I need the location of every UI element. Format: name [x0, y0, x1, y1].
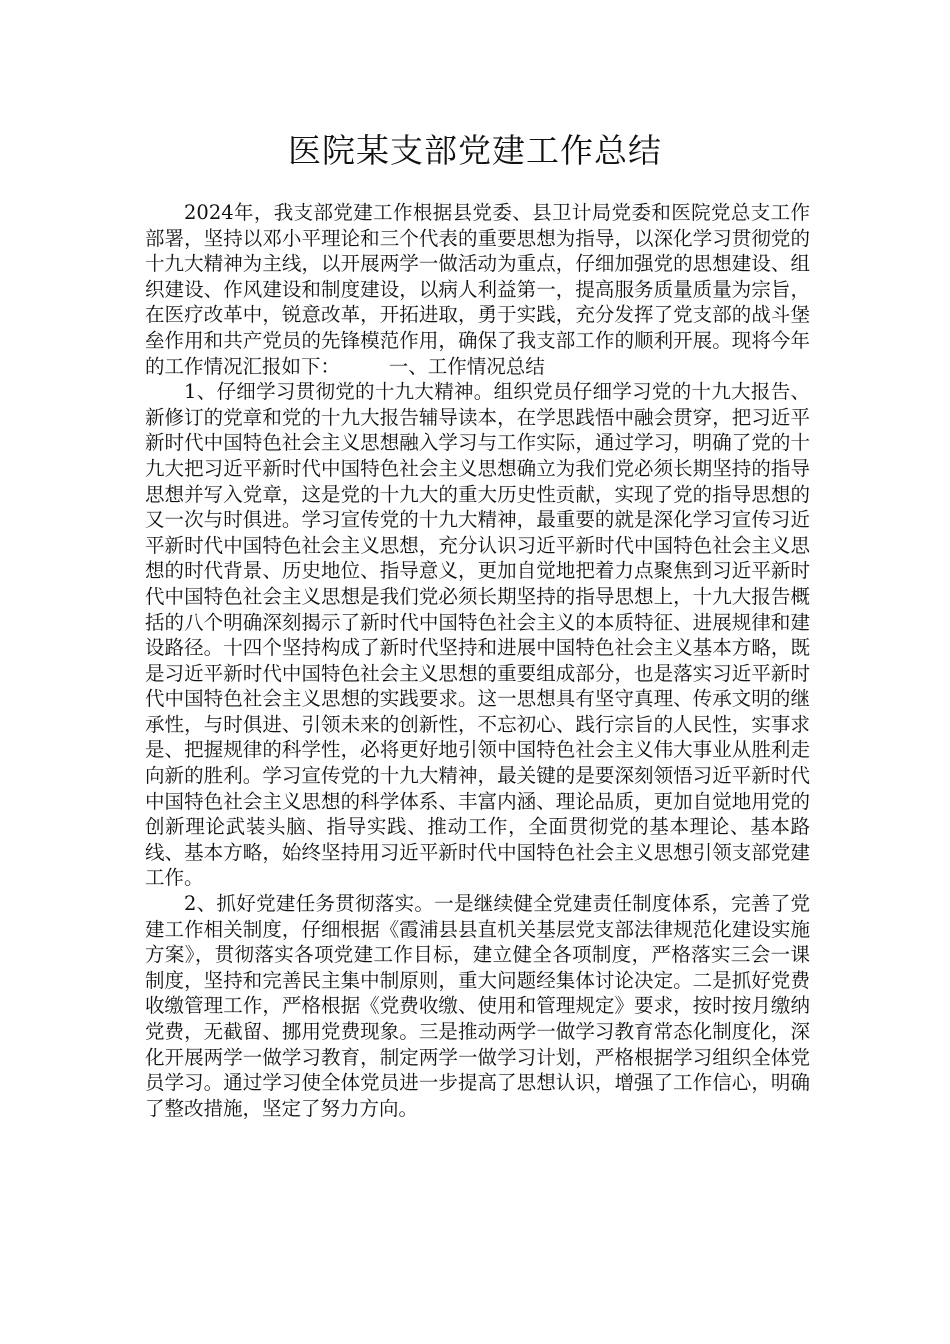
item-1-paragraph: 1、仔细学习贯彻党的十九大精神。组织党员仔细学习党的十九大报告、新修订的党章和党的十九大报告辅导读本，在学思践悟中融会贯穿，把习近平新时代中国特色社会主义思想融入学习与工作实际，通过学习，明确了党的十九大把习近平新时代中国特色社会主义思想确立为我们党必须长期坚持的指导思想并写入党章，这是党的十九大的重大历史性贡献，实现了党的指导思想的又一次与时俱进。学习宣传党的十九大精神，最重要的就是深化学习宣传习近平新时代中国特色社会主义思想，充分认识习近平新时代中国特色社会主义思想的时代背景、历史地位、指导意义，更加自觉地把着力点聚焦到习近平新时代中国特色社会主义思想是我们党必须长期坚持的指导思想上，十九大报告概括的八个明确深刻揭示了新时代中国特色社会主义的本质特征、进展规律和建设路径。十四个坚持构成了新时代坚持和进展中国特色社会主义基本方略，既是习近平新时代中国特色社会主义思想的重要组成部分，也是落实习近平新时代中国特色社会主义思想的实践要求。这一思想具有坚守真理、传承文明的继承性，与时俱进、引领未来的创新性，不忘初心、践行宗旨的人民性，实事求是、把握规律的科学性，必将更好地引领中国特色社会主义伟大事业从胜利走向新的胜利。学习宣传党的十九大精神，最关键的是要深刻领悟习近平新时代中国特色社会主义思想的科学体系、丰富内涵、理论品质，更加自觉地用党的创新理论武装头脑、指导实践、推动工作，全面贯彻党的基本理论、基本路线、基本方略，始终坚持用习近平新时代中国特色社会主义思想引领支部党建工作。: [145, 380, 810, 890]
document-title: 医院某支部党建工作总结: [288, 131, 662, 170]
intro-text: 2024年，我支部党建工作根据县党委、县卫计局党委和医院党总支工作部署，坚持以邓小平理论和三个代表的重要思想为指导，以深化学习贯彻党的十九大精神为主线，以开展两学一做活动为重点，仔细加强党的思想建设、组织建设、作风建设和制度建设，以病人利益第一，提高服务质量质量为宗旨，在医疗改革中，锐意改革，开拓进取，勇于实践，充分发挥了党支部的战斗堡垒作用和共产党员的先锋模范作用，确保了我支部工作的顺利开展。现将今年的工作情况汇报如下：: [145, 201, 810, 378]
intro-paragraph: [145, 200, 810, 379]
section-heading: 一、工作情况总结: [388, 354, 545, 378]
document-body: [145, 200, 810, 1121]
item-2-paragraph: 2、抓好党建任务贯彻落实。一是继续健全党建责任制度体系，完善了党建工作相关制度，仔细根据《霞浦县县直机关基层党支部法律规范化建设实施方案》，贯彻落实各项党建工作目标，建立健全各项制度，严格落实三会一课制度，坚持和完善民主集中制原则，重大问题经集体讨论决定。二是抓好党费收缴管理工作，严格根据《党费收缴、使用和管理规定》要求，按时按月缴纳党费，无截留、挪用党费现象。三是推动两学一做学习教育常态化制度化，深化开展两学一做学习教育，制定两学一做学习计划，严格根据学习组织全体党员学习。通过学习使全体党员进一步提高了思想认识，增强了工作信心，明确了整改措施，坚定了努力方向。: [145, 892, 810, 1120]
